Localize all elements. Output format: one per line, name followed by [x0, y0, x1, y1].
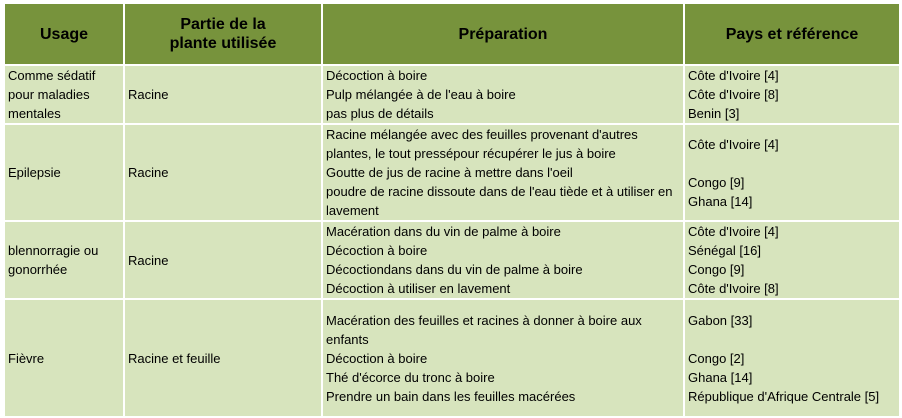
usage-line: Epilepsie [8, 165, 61, 180]
cell-preparation [322, 124, 684, 221]
cell-pays [684, 299, 900, 417]
cell-preparation [322, 221, 684, 299]
pays-line: Sénégal [16] [688, 243, 762, 258]
preparation-line: poudre de racine dissoute dans de l'eau tiède et à utiliser en lavement [326, 184, 673, 218]
preparation-line: Macération des feuilles et racines à donner à boire aux enfants [326, 312, 642, 347]
pays-line: Côte d'Ivoire [4] [688, 136, 779, 152]
pays-line: Congo [9] [688, 174, 745, 190]
pays-line: Ghana [14] [688, 369, 753, 385]
pays-spacer [688, 154, 896, 173]
preparation-line: pas plus de détails [326, 106, 434, 121]
header-partie: Partie de la plante utilisée [124, 3, 322, 65]
preparation-line: Goutte de jus de racine à mettre dans l'oeil [326, 165, 573, 180]
pays-line: Ghana [14] [688, 193, 753, 209]
table-row [4, 221, 900, 299]
usage-line: mentales [8, 106, 61, 121]
table-row [4, 299, 900, 417]
header-row [4, 3, 900, 65]
cell-pays [684, 221, 900, 299]
cell-usage [4, 124, 124, 221]
usage-line: Comme sédatif [8, 68, 96, 83]
preparation-line: Décoction à boire [326, 243, 428, 258]
pays-line: Côte d'Ivoire [8] [688, 281, 779, 296]
table-row [4, 124, 900, 221]
cell-pays [684, 65, 900, 124]
usage-line: pour maladies [8, 87, 90, 102]
pays-line: Gabon [33] [688, 312, 753, 328]
preparation-line: Décoction à boire [326, 350, 428, 366]
pays-line: Benin [3] [688, 106, 740, 121]
header-preparation: Préparation [322, 3, 684, 65]
cell-pays [684, 124, 900, 221]
cell-partie: Racine [124, 221, 322, 299]
pays-line: Côte d'Ivoire [8] [688, 87, 779, 102]
table-container [3, 2, 899, 418]
cell-usage [4, 221, 124, 299]
cell-partie: Racine [124, 124, 322, 221]
pays-line: Côte d'Ivoire [4] [688, 224, 779, 239]
preparation-line: Macération dans du vin de palme à boire [326, 224, 561, 239]
preparation-line: Pulp mélangée à de l'eau à boire [326, 87, 516, 102]
cell-usage [4, 65, 124, 124]
pays-line: Congo [2] [688, 350, 745, 366]
cell-usage [4, 299, 124, 417]
preparation-line: Racine mélangée avec des feuilles provenant d'autres plantes, le tout pressépour récupérer le jus à boire [326, 127, 638, 161]
preparation-line: Thé d'écorce du tronc à boire [326, 369, 495, 385]
pays-line: République d'Afrique Centrale [5] [688, 388, 880, 404]
preparation-line: Décoctiondans dans du vin de palme à boire [326, 262, 583, 277]
preparation-line: Prendre un bain dans les feuilles macérées [326, 388, 576, 404]
preparation-line: Décoction à utiliser en lavement [326, 281, 511, 296]
pays-spacer [688, 330, 896, 349]
header-pays: Pays et référence [684, 3, 900, 65]
header-usage: Usage [4, 3, 124, 65]
usage-line: Fièvre [8, 350, 45, 366]
preparation-line: Décoction à boire [326, 68, 428, 83]
cell-preparation [322, 299, 684, 417]
plant-usage-table [3, 2, 901, 418]
cell-partie: Racine [124, 65, 322, 124]
pays-line: Congo [9] [688, 262, 745, 277]
pays-line: Côte d'Ivoire [4] [688, 68, 779, 83]
usage-line: gonorrhée [8, 262, 68, 277]
cell-preparation [322, 65, 684, 124]
cell-partie: Racine et feuille [124, 299, 322, 417]
usage-line: blennorragie ou [8, 243, 99, 258]
table-row [4, 65, 900, 124]
